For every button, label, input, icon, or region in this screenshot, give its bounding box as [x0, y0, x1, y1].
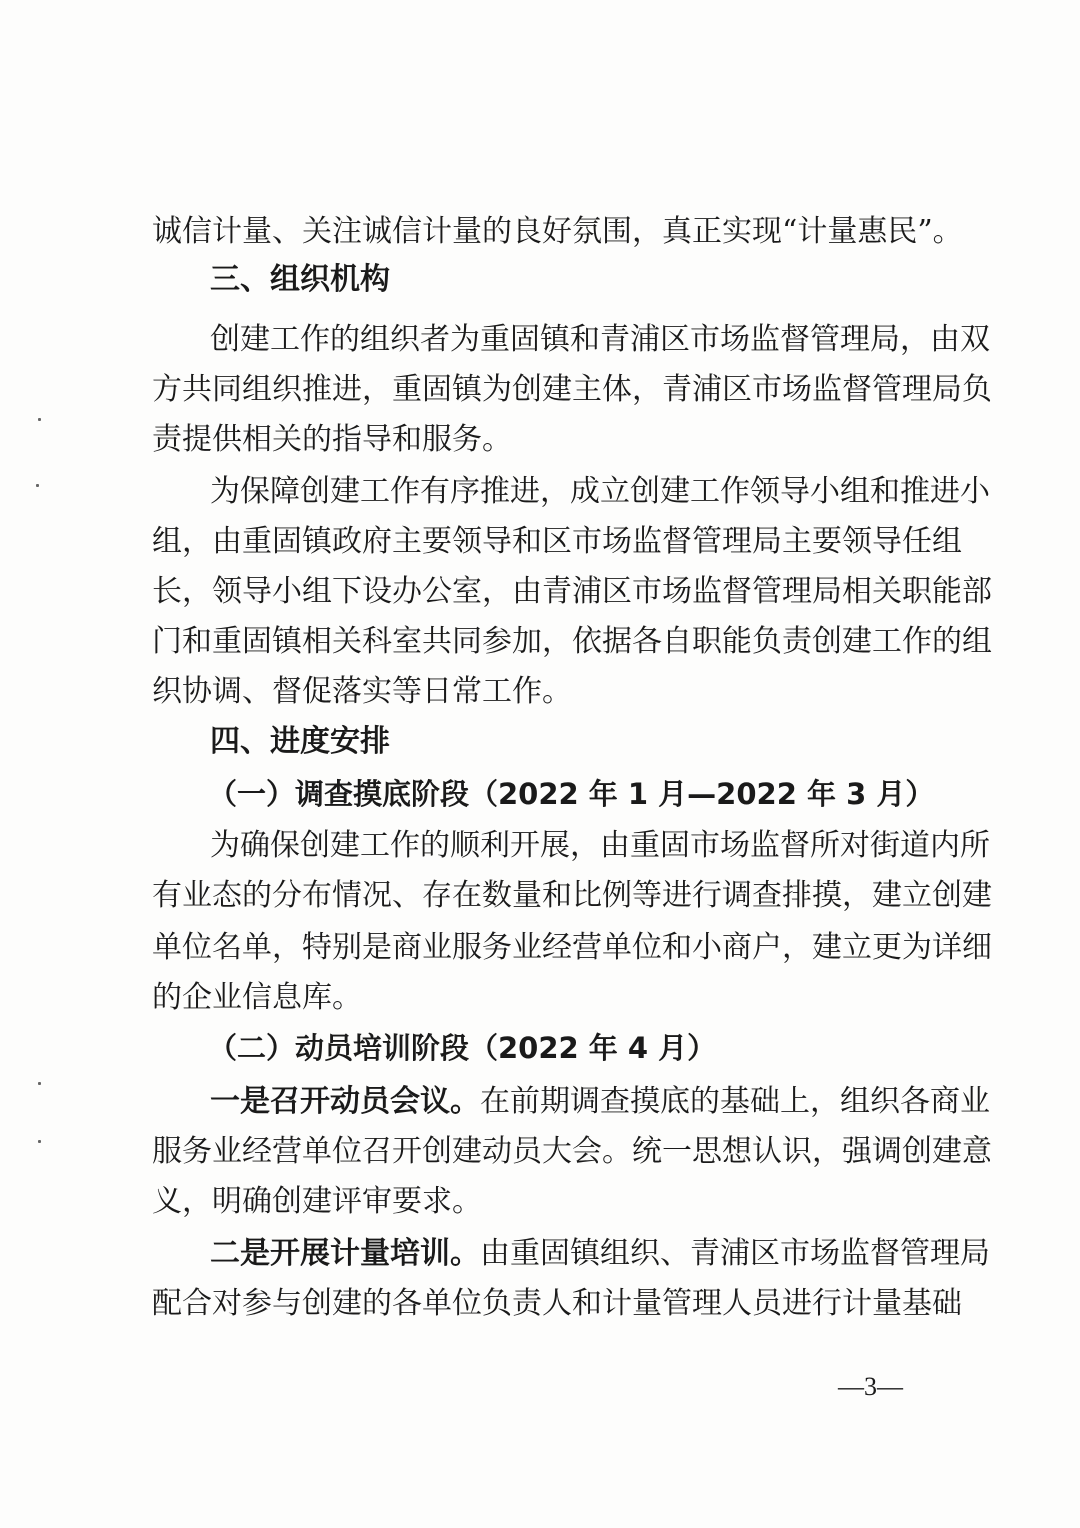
paragraph-line: 有业态的分布情况、存在数量和比例等进行调查排摸，建立创建 [152, 878, 992, 913]
scan-speck [38, 1082, 41, 1085]
paragraph-line: 方共同组织推进，重固镇为创建主体，青浦区市场监督管理局负 [152, 372, 992, 407]
paragraph-line: 配合对参与创建的各单位负责人和计量管理人员进行计量基础 [152, 1286, 962, 1321]
section-heading-schedule: 四、进度安排 [210, 724, 390, 759]
paragraph-line: 为保障创建工作有序推进，成立创建工作领导小组和推进小 [210, 474, 990, 509]
scan-speck [38, 418, 41, 421]
paragraph-line: 创建工作的组织者为重固镇和青浦区市场监督管理局，由双 [210, 322, 990, 357]
item-text: 在前期调查摸底的基础上，组织各商业 [480, 1084, 990, 1119]
paragraph-line: 的企业信息库。 [152, 980, 362, 1015]
paragraph-line: 服务业经营单位召开创建动员大会。统一思想认识，强调创建意 [152, 1134, 992, 1169]
stage-heading-survey: （一）调查摸底阶段（2022 年 1 月—2022 年 3 月） [208, 777, 935, 811]
paragraph-line: 门和重固镇相关科室共同参加，依据各自职能负责创建工作的组 [152, 624, 992, 659]
paragraph-line: 织协调、督促落实等日常工作。 [152, 674, 572, 709]
paragraph-line: 义，明确创建评审要求。 [152, 1184, 482, 1219]
paragraph-line: 责提供相关的指导和服务。 [152, 422, 512, 457]
paragraph-line: 组，由重固镇政府主要领导和区市场监督管理局主要领导任组 [152, 524, 962, 559]
item-lead-training: 二是开展计量培训。 [210, 1236, 480, 1271]
section-heading-organization: 三、组织机构 [210, 262, 390, 297]
paragraph-line: 为确保创建工作的顺利开展，由重固市场监督所对街道内所 [210, 828, 990, 863]
page-number: —3— [838, 1372, 903, 1401]
paragraph-line: 长，领导小组下设办公室，由青浦区市场监督管理局相关职能部 [152, 574, 992, 609]
scan-speck [38, 1140, 41, 1143]
item-text: 由重固镇组织、青浦区市场监督管理局 [480, 1236, 990, 1271]
continuation-line: 诚信计量、关注诚信计量的良好氛围，真正实现“计量惠民”。 [152, 214, 963, 249]
item-lead-mobilization: 一是召开动员会议。 [210, 1084, 480, 1119]
paragraph-line [210, 1082, 990, 1122]
stage-heading-training: （二）动员培训阶段（2022 年 4 月） [208, 1031, 717, 1065]
scan-speck [36, 484, 39, 487]
paragraph-line [210, 1234, 990, 1274]
paragraph-line: 单位名单，特别是商业服务业经营单位和小商户，建立更为详细 [152, 930, 992, 965]
